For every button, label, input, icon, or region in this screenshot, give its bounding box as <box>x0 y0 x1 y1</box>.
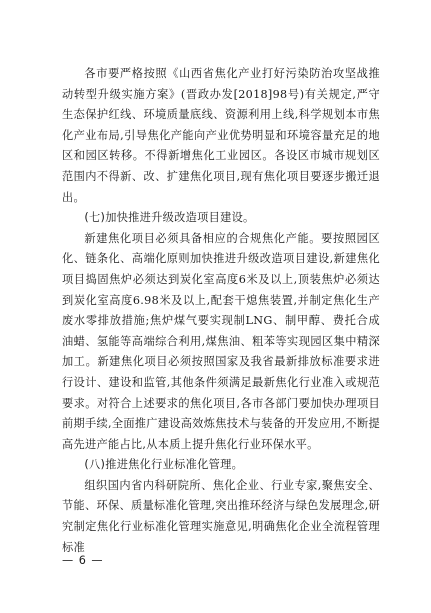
document-body <box>62 64 380 558</box>
paragraph-standardization: 组织国内省内科研院所、焦化企业、行业专家,聚焦安全、节能、环保、质量标准化管理,突出推环经济与绿色发展理念,研究制定焦化行业标准化管理实施意见,明确焦化企业全流程管理标准 <box>62 478 380 554</box>
paragraph-layout-planning: 各市要严格按照《山西省焦化产业打好污染防治攻坚战推动转型升级实施方案》(晋政办发[2018]98号)有关规定,严守生态保护红线、环境质量底线、资源利用上线,科学规划本市焦化产业布局,引导焦化产能向产业优势明显和环境容量充足的地区和园区转移。不得新增焦化工业园区。各设区市城市规划区范围内不得新、改、扩建焦化项目,现有焦化项目要逐步搬迁退出。 <box>62 67 380 204</box>
section-heading-upgrade-projects: (七)加快推进升级改造项目建设。 <box>84 211 255 225</box>
paragraph-new-coking-projects: 新建焦化项目必须具备相应的合规焦化产能。要按照园区化、链条化、高端化原则加快推进升级改造项目建设,新建焦化项目捣固焦炉必须达到炭化室高度6米及以上,顶装焦炉必须达到炭化室高度6.98米及以上,配套干熄焦装置,并制定焦化生产废水零排放措施;焦炉煤气要实现制LNG、制甲醇、费托合成油蜡、氢能等高端综合利用,煤焦油、粗苯等实现园区集中精深加工。新建焦化项目必须按照国家及我省最新排放标准要求进行设计、建设和监管,其他条件须满足最新焦化行业准入或规范要求。对符合上述要求的焦化项目,各市各部门要加快办理项目前期手续,全面推广建设高效炼焦技术与装备的开发应用,不断提高先进产能占比,从本质上提升焦化行业环保水平。 <box>62 231 380 451</box>
page-number: — 6 — <box>62 554 104 567</box>
section-heading-standardization: (八)推进焦化行业标准化管理。 <box>84 458 244 472</box>
